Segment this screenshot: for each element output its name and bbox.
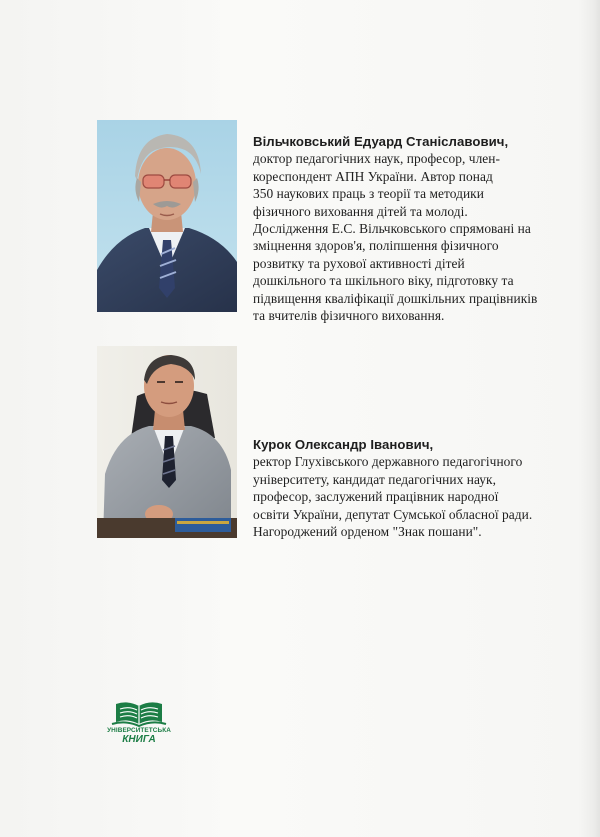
bio-line: зміцнення здоров'я, поліпшення фізичного xyxy=(253,238,499,254)
open-book-icon xyxy=(106,698,172,728)
page-edge-shadow xyxy=(578,0,600,837)
bio-line: фізичного виховання дітей та молоді. xyxy=(253,203,468,219)
bio-line: доктор педагогічних наук, професор, член- xyxy=(253,151,501,167)
bio-vilchkovsky xyxy=(253,133,537,324)
bio-line: та вчителів фізичного виховання. xyxy=(253,308,445,324)
portrait-photo-vilchkovsky xyxy=(97,120,237,312)
bio-line: професор, заслужений працівник народної xyxy=(253,489,499,505)
bio-line: освіти України, депутат Сумської обласної ради. xyxy=(253,506,533,522)
bio-line: Нагороджений орденом "Знак пошани". xyxy=(253,524,482,540)
bio-line: підвищення кваліфікації дошкільних працівників xyxy=(253,290,538,306)
bio-line: 350 наукових праць з теорії та методики xyxy=(253,186,484,202)
publisher-logo xyxy=(106,698,172,746)
logo-text-line1: УНІВЕРСИТЕТСЬКА xyxy=(107,727,171,734)
bio-kurok xyxy=(253,436,532,540)
bio-line: розвитку та рухової активності дітей xyxy=(253,255,465,271)
person-name: Вільчковський Едуард Станіславович, xyxy=(253,134,509,149)
bio-line: дошкільного та шкільного віку, підготовку та xyxy=(253,273,514,289)
bio-line: університету, кандидат педагогічних наук, xyxy=(253,471,496,487)
logo-text-line2: КНИГА xyxy=(122,734,156,745)
portrait-photo-kurok xyxy=(97,346,237,538)
bio-line: Дослідження Е.С. Вільчковського спрямовані на xyxy=(253,221,531,237)
bio-line: ректор Глухівського державного педагогічного xyxy=(253,454,523,470)
bio-line: кореспондент АПН України. Автор понад xyxy=(253,168,493,184)
person-name: Курок Олександр Іванович, xyxy=(253,437,434,452)
